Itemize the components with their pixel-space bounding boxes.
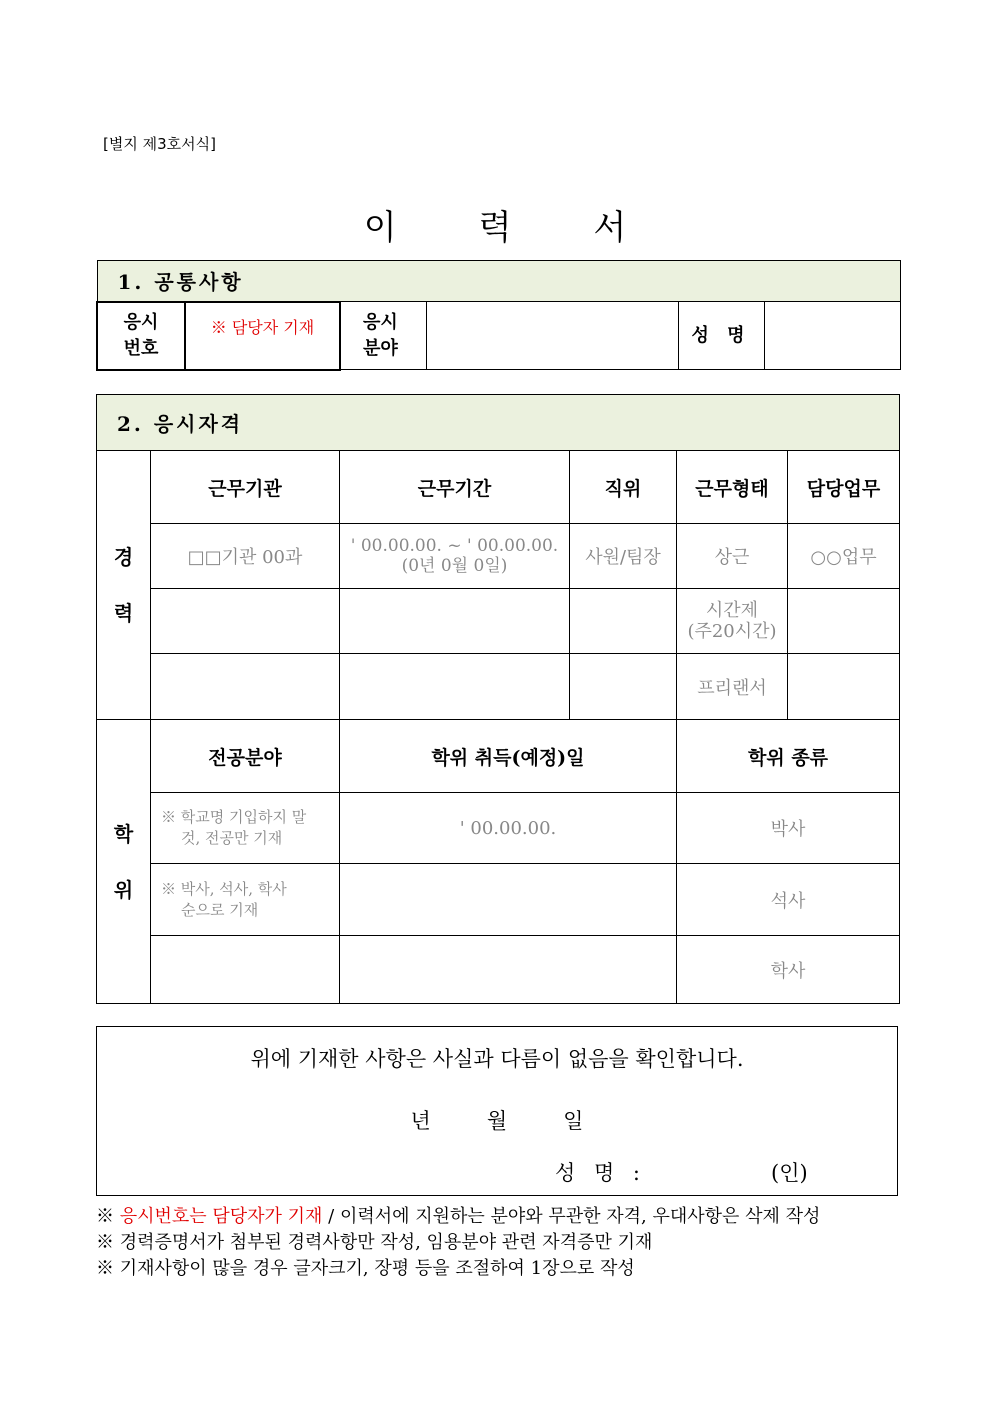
section2-heading: 2. 응시자격 [97, 395, 900, 451]
confirmation-box [96, 1026, 898, 1196]
degree-major-cell[interactable] [151, 936, 340, 1004]
career-duty-cell[interactable]: ○○업무 [788, 524, 900, 589]
career-type-cell[interactable]: 프리랜서 [677, 654, 788, 720]
degree-major-cell[interactable]: ※ 박사, 석사, 학사 순으로 기재 [151, 864, 340, 936]
career-org-cell[interactable] [151, 654, 340, 720]
degree-date-cell[interactable] [340, 864, 677, 936]
degree-major-cell[interactable]: ※ 학교명 기입하지 말 것, 전공만 기재 [151, 793, 340, 864]
career-header-type: 근무형태 [677, 451, 788, 524]
footnote-1: ※ 응시번호는 담당자가 기재 / 이력서에 지원하는 분야와 무관한 자격, 우대사항은 삭제 작성 [96, 1206, 821, 1227]
career-header-duty: 담당업무 [788, 451, 900, 524]
career-duty-cell[interactable] [788, 589, 900, 654]
table-row [97, 654, 900, 720]
career-header-org: 근무기관 [151, 451, 340, 524]
career-org-cell[interactable]: □□기관 00과 [151, 524, 340, 589]
common-info-table [96, 260, 901, 371]
career-duty-cell[interactable] [788, 654, 900, 720]
table-row [97, 589, 900, 654]
title-char-3: 서 [593, 208, 629, 248]
month-label: 월 [486, 1109, 508, 1133]
career-period-cell[interactable] [340, 589, 570, 654]
degree-kind-cell[interactable]: 학사 [677, 936, 900, 1004]
field-input[interactable] [426, 302, 678, 370]
degree-date-cell[interactable] [340, 936, 677, 1004]
career-position-cell[interactable] [570, 654, 677, 720]
degree-header-kind: 학위 종류 [677, 720, 900, 793]
footnote-1-red: 응시번호는 담당자가 기재 [119, 1206, 323, 1227]
form-label: [별지 제3호서식] [103, 135, 216, 153]
degree-header-date: 학위 취득(예정)일 [340, 720, 677, 793]
career-label: 경 력 [97, 451, 151, 720]
degree-kind-cell[interactable]: 석사 [677, 864, 900, 936]
career-period-cell[interactable] [340, 654, 570, 720]
name-input[interactable] [764, 302, 900, 370]
name-label: 성 명 [678, 302, 764, 370]
footnote-3: ※ 기재사항이 많을 경우 글자크기, 장평 등을 조절하여 1장으로 작성 [96, 1258, 635, 1279]
table-row [97, 524, 900, 589]
career-org-cell[interactable] [151, 589, 340, 654]
seal-label: (인) [771, 1161, 808, 1185]
career-type-cell[interactable]: 상근 [677, 524, 788, 589]
signature-label: 성 명 : [555, 1161, 646, 1185]
exam-number-label: 응시 번호 [97, 302, 185, 370]
career-header-position: 직위 [570, 451, 677, 524]
date-line [97, 1105, 897, 1135]
section1-heading: 1. 공통사항 [97, 261, 900, 302]
footnote-2: ※ 경력증명서가 첨부된 경력사항만 작성, 임용분야 관련 자격증만 기재 [96, 1232, 653, 1253]
career-header-period: 근무기간 [340, 451, 570, 524]
table-row [97, 936, 900, 1004]
day-label: 일 [563, 1109, 584, 1133]
career-position-cell[interactable] [570, 589, 677, 654]
exam-number-field[interactable] [185, 302, 340, 370]
table-row [97, 793, 900, 864]
table-row [97, 864, 900, 936]
degree-label: 학 위 [97, 720, 151, 1004]
title-char-1: 이 [363, 208, 399, 248]
exam-number-note: ※ 담당자 기재 [210, 317, 315, 337]
confirmation-statement: 위에 기재한 사항은 사실과 다름이 없음을 확인합니다. [250, 1047, 744, 1071]
field-label: 응시 분야 [340, 302, 426, 370]
degree-kind-cell[interactable]: 박사 [677, 793, 900, 864]
year-label: 년 [410, 1109, 431, 1133]
career-position-cell[interactable]: 사원/팀장 [570, 524, 677, 589]
qualification-table [96, 394, 900, 1004]
career-period-cell[interactable]: ' 00.00.00. ~ ' 00.00.00. (0년 0월 0일) [340, 524, 570, 589]
career-type-cell[interactable]: 시간제 (주20시간) [677, 589, 788, 654]
degree-header-major: 전공분야 [151, 720, 340, 793]
title-char-2: 력 [478, 208, 514, 248]
page-title [0, 200, 992, 249]
degree-date-cell[interactable]: ' 00.00.00. [340, 793, 677, 864]
